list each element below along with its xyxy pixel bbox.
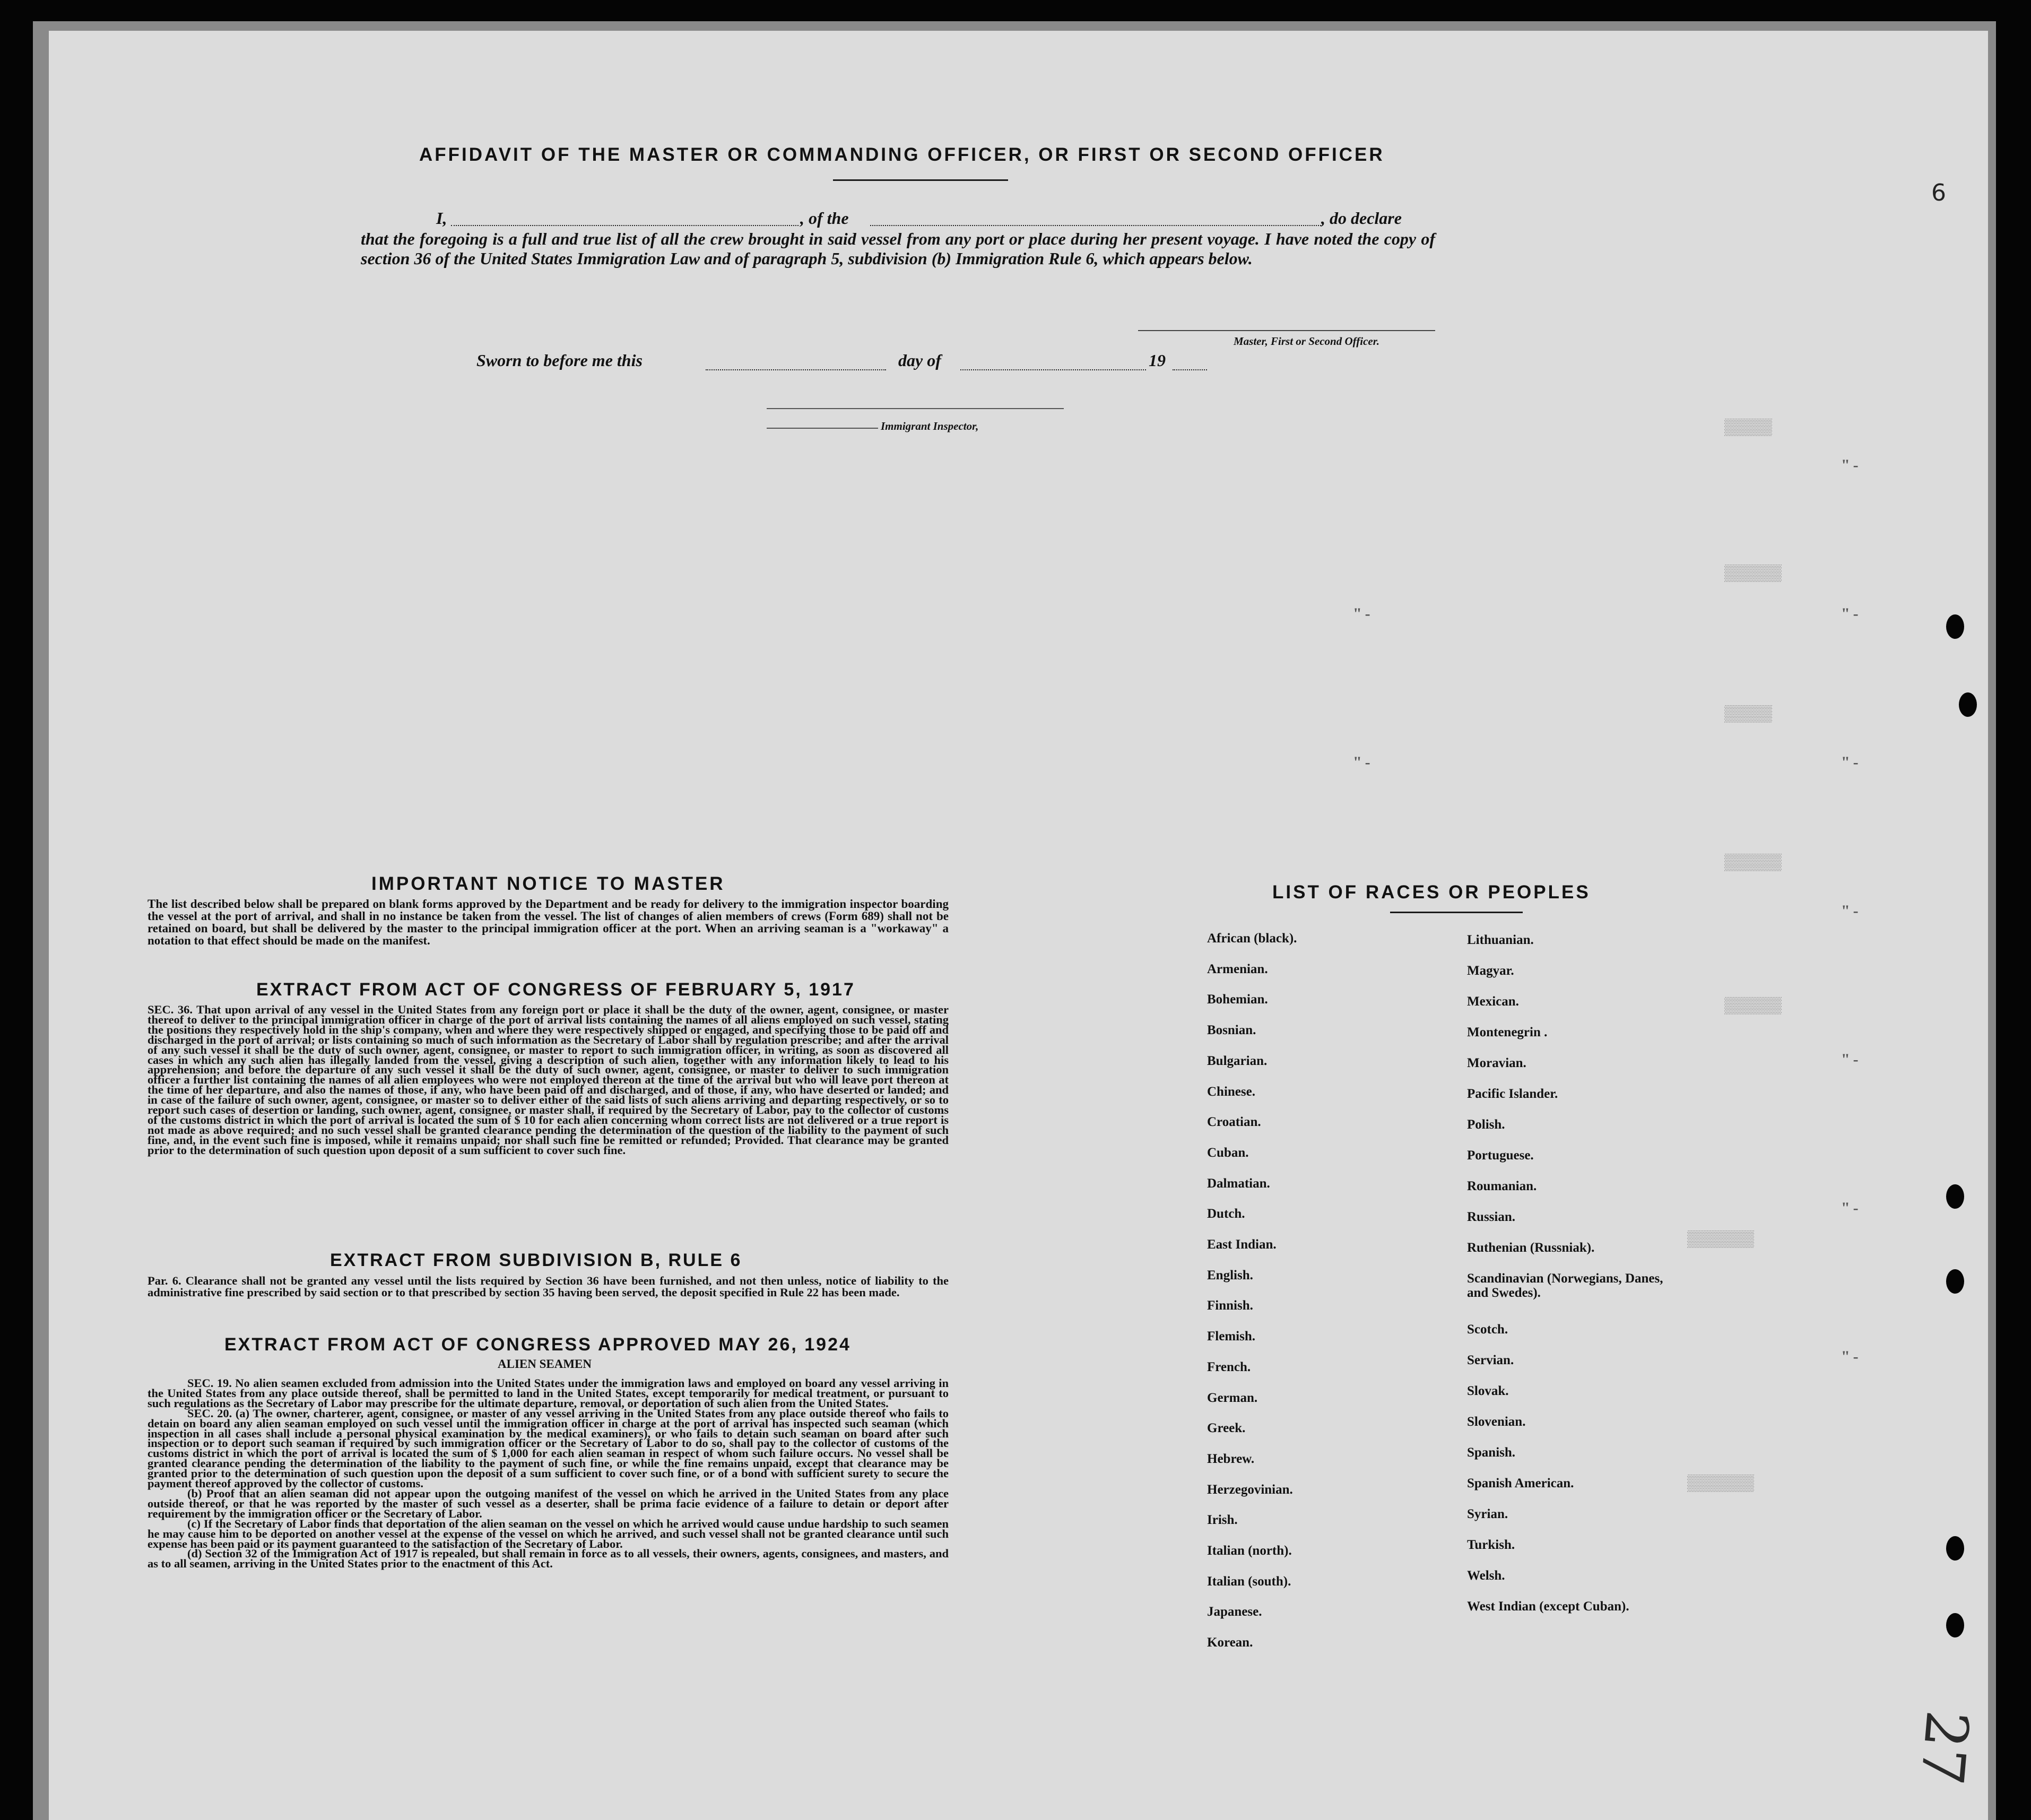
year-prefix: 19: [1149, 351, 1166, 370]
race-item: Scotch.: [1467, 1322, 1508, 1337]
ghost-bleed: ▒▒▒▒▒▒▒: [1687, 1231, 1755, 1249]
race-item: Flemish.: [1207, 1329, 1255, 1344]
race-item: Greek.: [1207, 1421, 1246, 1436]
binder-hole: [1946, 1269, 1964, 1294]
ditto-mark: "-: [1841, 605, 1862, 622]
race-item: Scandinavian (Norwegians, Danes, and Swedes).: [1467, 1271, 1663, 1300]
race-item: Dutch.: [1207, 1207, 1245, 1221]
sec-20b: (b) Proof that an alien seaman did not appear upon the outgoing manifest of the vessel on which he arrived in the United States from any place outside thereof, or that he was reported by the master of such vessel as a deserter, shall be prima facie evidence of a failure to detain or deport after requirement by the immigration officer or the Secretary of Labor.: [147, 1486, 949, 1520]
race-item: Moravian.: [1467, 1056, 1526, 1070]
extract-1924-subtitle: ALIEN SEAMEN: [498, 1357, 592, 1371]
binder-hole: [1946, 614, 1964, 639]
race-item: Magyar.: [1467, 964, 1514, 978]
affidavit-body: that the foregoing is a full and true list of all the crew brought in said vessel from any port or place during her present voyage. I have noted the copy of section 36 of the United States Immigration Law and of paragraph 5, subdivision (b) Immigration Rule 6, which appears below.: [361, 229, 1435, 268]
race-item: African (black).: [1207, 931, 1297, 946]
affidavit-declare: , do declare: [1321, 209, 1402, 228]
extract-1924-sections: [147, 1376, 949, 1571]
race-item: Ruthenian (Russniak).: [1467, 1241, 1595, 1255]
race-item: Croatian.: [1207, 1115, 1261, 1130]
sec-20c: (c) If the Secretary of Labor finds that deportation of the alien seaman on the vessel on which he arrived would cause undue hardship to such seamen he may cause him to be deported on another vessel at the expense of the vessel on which he arrived, and such vessel shall not be granted clearance until such expense has been paid or its payment guaranteed to the satisfaction of the Secretary of Labor.: [147, 1516, 949, 1550]
month-blank: [960, 369, 1146, 370]
race-item: Lithuanian.: [1467, 933, 1534, 947]
binder-hole: [1959, 692, 1977, 717]
sworn-text: Sworn to before me this: [476, 351, 643, 370]
notice-body: The list described below shall be prepared on blank forms approved by the Department and be ready for delivery to the immigration inspector boarding the vessel at the port of arrival, and shall in no instance be taken from the vessel. The list of changes of alien members of crews (Form 689) shall not be retained on board, but shall be delivered by the master to the principal immigration officer at the port. When an arriving seaman is a "workaway" a notation to that effect should be made on the manifest.: [147, 897, 949, 947]
race-item: Herzegovinian.: [1207, 1482, 1293, 1497]
race-item: Slovak.: [1467, 1384, 1509, 1398]
extract-1924-title: EXTRACT FROM ACT OF CONGRESS APPROVED MAY 26, 1924: [224, 1334, 851, 1355]
ghost-bleed: ▒▒▒▒▒▒▒: [1687, 1475, 1755, 1493]
day-of: day of: [898, 351, 941, 370]
affidavit-of-the: , of the: [800, 209, 849, 228]
ditto-mark: "-: [1841, 902, 1862, 920]
race-item: Welsh.: [1467, 1568, 1505, 1583]
race-item: Irish.: [1207, 1513, 1238, 1528]
race-item: Italian (north).: [1207, 1544, 1292, 1558]
race-item: Mexican.: [1467, 994, 1519, 1009]
inspector-caption: Immigrant Inspector,: [881, 420, 979, 432]
sec-20d: (d) Section 32 of the Immigration Act of 1917 is repealed, but shall remain in force as to all vessels, their owners, agents, consignees, and masters, and as to all seamen, arriving in the United States prior to the enactment of this Act.: [147, 1547, 949, 1571]
inspector-line-lower: [767, 428, 878, 429]
signature-line: [1138, 330, 1435, 331]
race-item: Cuban.: [1207, 1145, 1249, 1160]
ditto-mark: "-: [1353, 753, 1374, 771]
title-rule: [833, 179, 1008, 181]
race-item: Hebrew.: [1207, 1451, 1255, 1466]
year-blank: [1173, 369, 1207, 370]
ditto-mark: "-: [1841, 753, 1862, 771]
ghost-bleed: ▒▒▒▒▒▒: [1724, 854, 1782, 872]
ditto-mark: "-: [1353, 605, 1374, 622]
handwritten-page-number: 27: [1907, 1708, 1982, 1788]
race-item: Turkish.: [1467, 1538, 1515, 1552]
race-item: Korean.: [1207, 1635, 1253, 1650]
ditto-mark: "-: [1841, 456, 1862, 474]
notice-title: IMPORTANT NOTICE TO MASTER: [371, 873, 725, 894]
ghost-bleed: ▒▒▒▒▒▒: [1724, 565, 1782, 583]
extract-1917-title: EXTRACT FROM ACT OF CONGRESS OF FEBRUARY 5, 1917: [256, 980, 855, 1000]
race-item: French.: [1207, 1359, 1251, 1374]
binder-hole: [1946, 1613, 1964, 1637]
vessel-blank: [870, 225, 1321, 226]
race-item: Dalmatian.: [1207, 1176, 1270, 1191]
race-item: Roumanian.: [1467, 1179, 1537, 1193]
race-item: Armenian.: [1207, 961, 1268, 976]
race-item: Chinese.: [1207, 1084, 1255, 1099]
race-item: Pacific Islander.: [1467, 1087, 1558, 1101]
race-item: Italian (south).: [1207, 1574, 1291, 1589]
ghost-bleed: ▒▒▒▒▒▒: [1724, 998, 1782, 1016]
race-item: Spanish American.: [1467, 1476, 1574, 1490]
race-item: Russian.: [1467, 1210, 1516, 1224]
races-title: LIST OF RACES OR PEOPLES: [1272, 882, 1591, 903]
race-item: West Indian (except Cuban).: [1467, 1599, 1629, 1614]
race-item: Bosnian.: [1207, 1023, 1256, 1038]
race-item: Japanese.: [1207, 1605, 1262, 1619]
extract-1917-body: SEC. 36. That upon arrival of any vessel in the United States from any foreign port or place it shall be the duty of the owner, agent, consignee, or master thereof to deliver to the principal immigration officer in charge of the port of arrival lists containing the names of all aliens employed on such vessel, stating the positions they respectively hold in the ship's company, when and where they were respectively shipped or engaged, and specifying those to be paid off and discharged in the port of arrival; or lists containing so much of such information as the Secretary of Labor shall by regulation prescribe; and after the arrival of any such vessel it shall be the duty of such owner, agent, consignee, or master to report to such immigration officer, in writing, as soon as discovered all cases in which any such alien has illegally landed from the vessel, giving a description of such alien, together with any information likely to lead to his apprehension; and before the departure of any such vessel it shall be the duty of such owner, agent, consignee, or master to deliver to such immigration officer a further list containing the names of all alien employees who were not employed thereon at the time of the arrival but who will leave port thereon at the time of her departure, and also the names of those, if any, who have been paid off and discharged, and of those, if any, who have deserted or landed; and in case of the failure of such owner, agent, consignee, or master so to deliver either of the said lists of such aliens arriving and departing respectively, or so to report such cases of desertion or landing, such owner, agent, consignee, or master shall, if required by the Secretary of Labor, pay to the collector of customs of the customs district in which the port of arrival is located the sum of $ 10 for each alien concerning whom correct lists are not delivered or a true report is not made as above required; and no such vessel shall be granted clearance pending the determination of the question of the liability to the payment of such fine, and, in the event such fine is imposed, while it remains unpaid; nor shall such fine be remitted or refunded; Provided. That clearance may be granted prior to the determination of such question upon deposit of a sum sufficient to cover such fine.: [147, 1003, 949, 1157]
race-item: Finnish.: [1207, 1298, 1253, 1313]
name-blank: [451, 225, 798, 226]
race-item: Spanish.: [1467, 1445, 1516, 1460]
race-item: Servian.: [1467, 1353, 1514, 1367]
affidavit-title: AFFIDAVIT OF THE MASTER OR COMMANDING OFFICER, OR FIRST OR SECOND OFFICER: [419, 144, 1385, 165]
races-title-rule: [1390, 912, 1523, 913]
ditto-mark: "-: [1841, 1348, 1862, 1365]
page-number-mark: 6: [1931, 179, 1946, 206]
race-item: English.: [1207, 1268, 1253, 1282]
ghost-bleed: ▒▒▒▒▒: [1724, 706, 1773, 724]
race-item: Portuguese.: [1467, 1148, 1534, 1163]
race-item: German.: [1207, 1390, 1258, 1405]
master-caption: Master, First or Second Officer.: [1234, 335, 1379, 348]
race-item: East Indian.: [1207, 1237, 1277, 1252]
day-blank: [706, 369, 886, 370]
binder-hole: [1946, 1184, 1964, 1209]
race-item: Bohemian.: [1207, 992, 1268, 1007]
ditto-mark: "-: [1841, 1051, 1862, 1068]
subdivision-body: Par. 6. Clearance shall not be granted any vessel until the lists required by Section 36 have been furnished, and not then unless, notice of liability to the administrative fine prescribed by said section or to that prescribed by section 35 having been served, the deposit specified in Rule 22 has been made.: [147, 1274, 949, 1299]
race-item: Montenegrin .: [1467, 1025, 1548, 1039]
sec-19: SEC. 19. No alien seamen excluded from admission into the United States under the immigration laws and employed on board any vessel arriving in the United States from any place outside thereof, shall be permitted to land in the United States, except temporarily for medical treatment, or pursuant to such regulations as the Secretary of Labor may prescribe for the ultimate departure, removal, or deportation of such alien from the United States.: [147, 1376, 949, 1410]
subdivision-title: EXTRACT FROM SUBDIVISION B, RULE 6: [330, 1250, 742, 1270]
binder-hole: [1946, 1536, 1964, 1561]
ditto-mark: "-: [1841, 1199, 1862, 1217]
race-item: Bulgarian.: [1207, 1053, 1268, 1068]
inspector-line-upper: [767, 408, 1064, 409]
race-item: Syrian.: [1467, 1507, 1508, 1521]
affidavit-i: I,: [436, 209, 447, 228]
ghost-bleed: ▒▒▒▒▒: [1724, 419, 1773, 437]
race-item: Polish.: [1467, 1117, 1505, 1132]
sec-20a: SEC. 20. (a) The owner, charterer, agent, consignee, or master of any vessel arriving in the United States from any place outside thereof who fails to detain on board any alien seaman employed on such vessel until the immigration officer in charge at the port of arrival has inspected such seaman (which inspection in all cases shall include a personal physical examination by the medical examiners), or who fails to detain such seaman on board after such inspection or to deport such seaman if required by such immigration officer or the Secretary of Labor to do so, shall pay to the collector of customs of the customs district in which the port of arrival is located the sum of $ 1,000 for each alien seaman in respect of whom such failure occurs. No vessel shall be granted clearance pending the determination of the liability to the payment of such fine, or while the fine remains unpaid, except that clearance may be granted prior to the determination of such question upon the deposit of a sum sufficient to cover such fine, or of a bond with sufficient surety to secure the payment thereof approved by the collector of customs.: [147, 1406, 949, 1490]
race-item: Slovenian.: [1467, 1415, 1526, 1429]
